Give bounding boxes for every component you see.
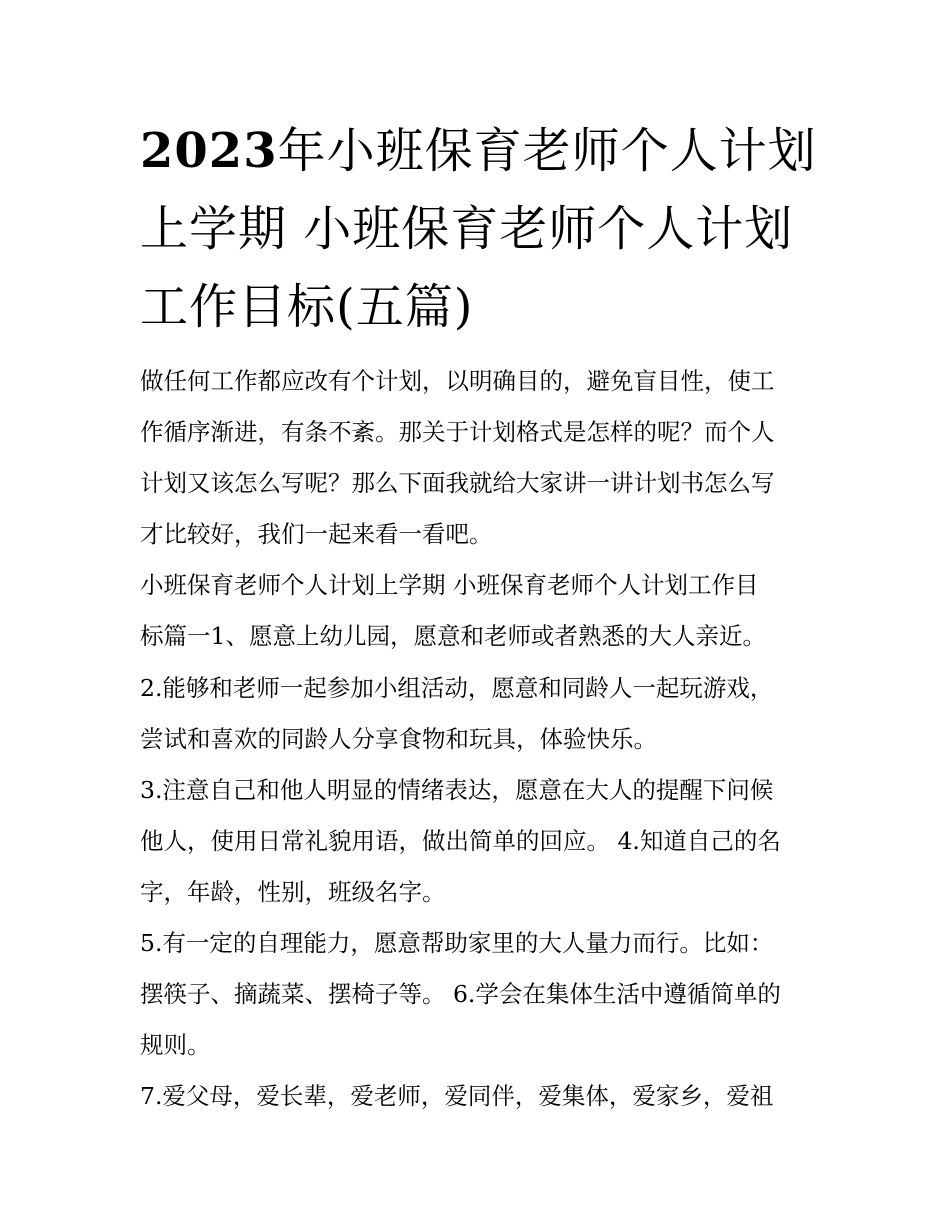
title-line-1-text: 年小班保育老师个人计划 [277, 123, 817, 179]
title-year: 2023 [140, 123, 278, 179]
body-line: 字，年龄，性别，班级名字。 [140, 877, 446, 906]
title-line-3: 工作目标(五篇) [140, 279, 474, 335]
body-line: 2.能够和老师一起参加小组活动，愿意和同龄人一起玩游戏， [140, 673, 774, 702]
body-line: 7.爱父母，爱长辈，爱老师，爱同伴，爱集体，爱家乡，爱祖 [140, 1082, 774, 1111]
body-line: 小班保育老师个人计划上学期 小班保育老师个人计划工作目 [140, 571, 759, 600]
body-line: 摆筷子、摘蔬菜、摆椅子等。 6.学会在集体生活中遵循简单的 [140, 980, 781, 1009]
title-line-2: 上学期 小班保育老师个人计划 [140, 201, 794, 257]
body-line: 5.有一定的自理能力，愿意帮助家里的大人量力而行。比如： [140, 929, 774, 958]
body-line: 才比较好，我们一起来看一看吧。 [140, 520, 493, 549]
document-body [140, 356, 820, 1122]
body-line: 3.注意自己和他人明显的情绪表达，愿意在大人的提醒下问候 [140, 775, 774, 804]
body-line: 标篇一1、愿意上幼儿园，愿意和老师或者熟悉的大人亲近。 [140, 622, 766, 651]
body-line: 计划又该怎么写呢？那么下面我就给大家讲一讲计划书怎么写 [140, 469, 775, 498]
body-line: 作循序渐进，有条不紊。那关于计划格式是怎样的呢？而个人 [140, 418, 775, 447]
document-title [140, 112, 820, 346]
body-line: 做任何工作都应改有个计划，以明确目的，避免盲目性，使工 [140, 367, 775, 395]
body-line: 尝试和喜欢的同龄人分享食物和玩具，体验快乐。 [140, 724, 657, 753]
title-line-1 [140, 112, 820, 190]
body-line: 他人，使用日常礼貌用语，做出简单的回应。 4.知道自己的名 [140, 826, 781, 855]
body-line: 规则。 [140, 1031, 211, 1060]
